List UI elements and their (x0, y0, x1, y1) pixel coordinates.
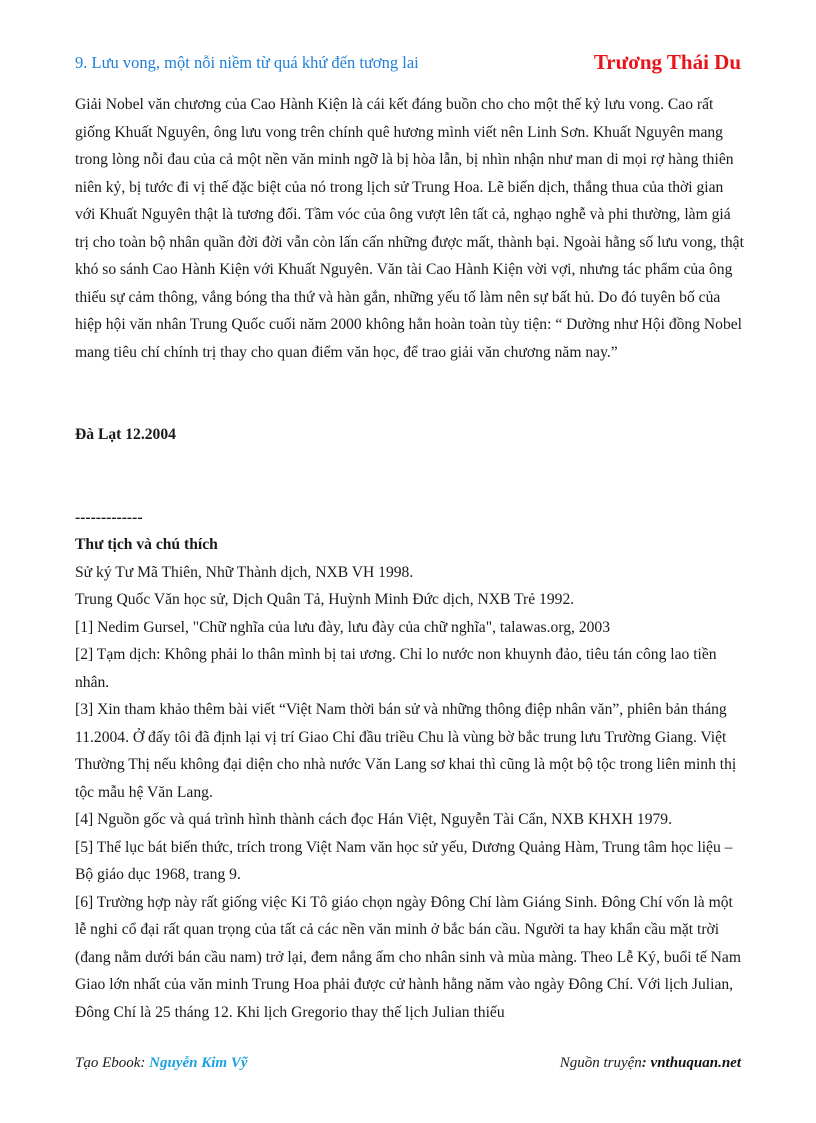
reference-item: [2] Tạm dịch: Không phải lo thân mình bị tai ương. Chỉ lo nước non khuynh đảo, tiêu tán công lao tiền nhân. (75, 646, 717, 691)
separator-line: ------------- (75, 508, 143, 526)
source-name: vnthuquan.net (650, 1055, 741, 1071)
reference-item: Sử ký Tư Mã Thiên, Nhữ Thành dịch, NXB VH 1998. (75, 563, 414, 581)
reference-item: [3] Xin tham khảo thêm bài viết “Việt Nam thời bán sử và những thông điệp nhân văn”, phiên bản tháng 11.2004. Ở đấy tôi đã định lại vị trí Giao Chỉ đầu triều Chu là vùng bờ bắc trung lưu Trường Giang. Việt Thường Thị nếu không đại diện cho nhà nước Văn Lang sơ khai thì cũng là một bộ tộc trong liên minh thị tộc mẫu hệ Văn Lang. (75, 701, 737, 801)
reference-item: [4] Nguồn gốc và quá trình hình thành cách đọc Hán Việt, Nguyễn Tài Cẩn, NXB KHXH 1979. (75, 811, 672, 828)
author-name: Trương Thái Du (593, 50, 741, 74)
source-credit: Nguồn truyện: vnthuquan.net (559, 1055, 741, 1071)
place-date: Đà Lạt 12.2004 (75, 426, 176, 443)
reference-item: [6] Trường hợp này rất giống việc Ki Tô giáo chọn ngày Đông Chí làm Giáng Sinh. Đông Chí vốn là một lễ nghi cổ đại rất quan trọng của tất cả các nền văn minh ở bắc bán cầu. Người ta hay khẩn cầu mặt trời (đang nằm dưới bán cầu nam) trở lại, đem nắng ấm cho nhân sinh và mùa màng. Theo Lễ Ký, buổi tế Nam Giao lớn nhất của văn minh Trung Hoa phải được cử hành hằng năm vào ngày Đông Chí. Với lịch Julian, Đông Chí là 25 tháng 12. Khi lịch Gregorio thay thế lịch Julian thiếu (75, 893, 741, 1021)
reference-item: Trung Quốc Văn học sử, Dịch Quân Tả, Huỳnh Minh Đức dịch, NXB Trẻ 1992. (75, 591, 575, 608)
ebook-credit: Tạo Ebook: Nguyễn Kim Vỹ (75, 1055, 248, 1071)
reference-item: [1] Nedim Gursel, "Chữ nghĩa của lưu đày, lưu đày của chữ nghĩa", talawas.org, 2003 (75, 618, 611, 636)
main-paragraph: Giải Nobel văn chương của Cao Hành Kiện là cái kết đáng buồn cho cho một thế kỷ lưu vong. Cao rất giống Khuất Nguyên, ông lưu vong trên chính quê hương mình viết nên Linh Sơn. Khuất Nguyên mang trong lòng nỗi đau của cả một nền văn minh ngỡ là bị hòa lẫn, bị nhìn nhận như man di mọi rợ hàng thiên niên kỷ, bị tước đi vị thế đặc biệt của nó trong lịch sử Trung Hoa. Lẽ biến dịch, thắng thua của thời gian với Khuất Nguyên thật là tương đối. Tầm vóc của ông vượt lên tất cả, nghạo nghễ và phi thường, làm giá trị cho toàn bộ nhân quần đời đời vẫn còn lấn cấn những được mất, thành bại. Ngoài hằng số lưu vong, thật khó so sánh Cao Hành Kiện với Khuất Nguyên. Văn tài Cao Hành Kiện vời vợi, nhưng tác phẩm của ông thiếu sự cảm thông, vắng bóng tha thứ và hàn gắn, những yếu tố làm nên sự bất hủ. Do đó tuyên bố của hiệp hội văn nhân Trung Quốc cuối năm 2000 không hẳn hoàn toàn tùy tiện: “ Dường như Hội đồng Nobel mang tiêu chí chính trị thay cho quan điểm văn học, để trao giải văn chương năm nay.” (75, 96, 744, 361)
chapter-title: 9. Lưu vong, một nỗi niềm từ quá khứ đến tương lai (75, 53, 419, 72)
reference-item: [5] Thể lục bát biến thức, trích trong Việt Nam văn học sử yếu, Dương Quảng Hàm, Trung tâm học liệu – Bộ giáo dục 1968, trang 9. (75, 838, 733, 883)
references-heading: Thư tịch và chú thích (75, 536, 218, 553)
page-content (75, 91, 745, 1026)
ebook-maker-name: Nguyễn Kim Vỹ (149, 1055, 248, 1071)
page-header (75, 50, 741, 76)
ebook-maker-label: Tạo Ebook (75, 1055, 141, 1071)
source-label: Nguồn truyện (559, 1055, 642, 1071)
